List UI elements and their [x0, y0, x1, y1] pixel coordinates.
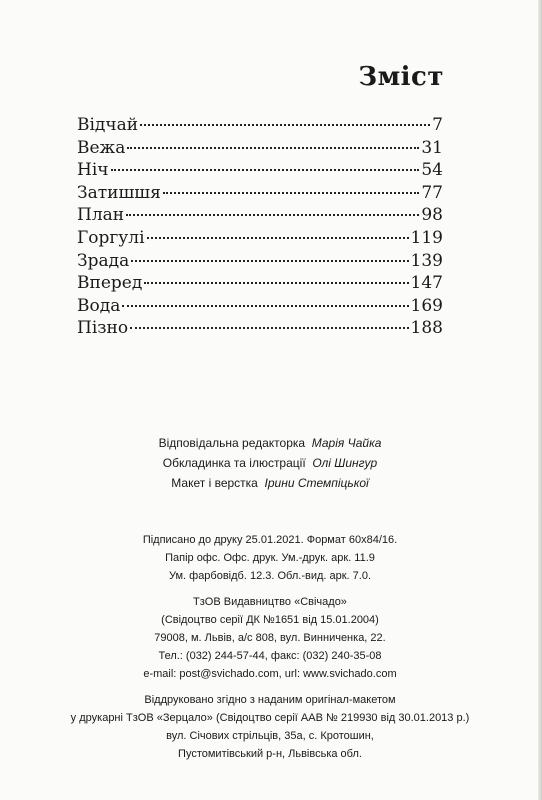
credit-cover-name: Олі Шингур: [312, 456, 378, 470]
imprint-block: [70, 532, 470, 764]
imprint-publisher: ТзОВ Видавництво «Свічадо»: [193, 596, 347, 609]
toc-leader: [144, 265, 408, 284]
toc-entry-title: Вода: [77, 295, 121, 316]
imprint-paper: Папір офс. Офс. друк. Ум.-друк. арк. 11.9: [165, 551, 375, 564]
credit-editor-name: Марія Чайка: [311, 436, 382, 450]
toc-entry-page: 77: [421, 182, 443, 203]
imprint-phones: Тел.: (032) 244-57-44, факс: (032) 240-35-08: [158, 649, 382, 662]
toc-leader: [130, 310, 408, 329]
credit-layout-label: Макет і верстка: [171, 476, 258, 490]
credit-layout: [100, 473, 440, 493]
toc-title: Зміст: [358, 62, 444, 92]
toc-entry-page: 139: [410, 250, 443, 271]
credit-layout-name: Ірини Стемпіцької: [264, 476, 369, 490]
toc-leader: [111, 152, 420, 171]
imprint-printed-1: Віддруковано згідно з наданим оригінал-макетом: [144, 694, 396, 707]
toc-entry-page: 98: [421, 205, 443, 226]
toc-entry-page: 7: [432, 115, 443, 135]
toc-leader: [126, 197, 419, 216]
toc-entry-title: Вперед: [77, 273, 143, 294]
toc-entry-page: 169: [410, 295, 443, 316]
toc-entry-page: 31: [421, 137, 443, 158]
imprint-printed-4: Пустомитівський р-н, Львівська обл.: [178, 747, 362, 760]
credit-editor-label: Відповідальна редакторка: [158, 436, 306, 450]
credit-cover: [100, 453, 440, 473]
imprint-printed-2: у друкарні ТзОВ «Зерцало» (Свідоцтво серії ААВ № 219930 від 30.01.2013 р.): [70, 712, 470, 725]
imprint-printed-3: вул. Січових стрільців, 35а, с. Кротошин,: [166, 729, 374, 742]
toc-leader: [122, 288, 408, 307]
credit-editor: [100, 433, 440, 453]
imprint-web: e-mail: post@svichado.com, url: www.svichado.com: [143, 667, 397, 680]
table-of-contents: [77, 111, 443, 337]
imprint-address: 79008, м. Львів, а/с 808, вул. Винниченка, 22.: [154, 631, 386, 644]
toc-entry-page: 119: [410, 227, 443, 248]
page-edge: [538, 0, 542, 800]
toc-entry-title: Ніч: [77, 160, 109, 181]
toc-entry-title: План: [77, 205, 125, 226]
toc-entry-page: 188: [410, 318, 443, 339]
toc-leader: [140, 107, 430, 126]
credits-block: [100, 433, 440, 493]
toc-entry-page: 147: [410, 273, 443, 294]
imprint-sheets: Ум. фарбовідб. 12.3. Обл.-вид. арк. 7.0.: [168, 569, 372, 582]
imprint-certificate: (Свідоцтво серії ДК №1651 від 15.01.2004): [161, 614, 379, 627]
toc-leader: [127, 130, 419, 149]
toc-entry-title: Вежа: [77, 137, 126, 158]
toc-entry-title: Зрада: [77, 250, 130, 271]
toc-entry-title: Відчай: [77, 115, 139, 135]
toc-entry-title: Пізно: [77, 318, 129, 339]
toc-entry: [77, 314, 443, 337]
toc-leader: [131, 243, 408, 262]
toc-entry-page: 54: [421, 160, 443, 181]
toc-leader: [147, 220, 409, 239]
toc-entry-title: Горгулі: [77, 227, 145, 248]
toc-entry-title: Затишшя: [77, 182, 161, 203]
credit-cover-label: Обкладинка та ілюстрації: [162, 456, 306, 470]
toc-leader: [163, 175, 420, 194]
imprint-signed: Підписано до друку 25.01.2021. Формат 60x84/16.: [142, 534, 398, 546]
